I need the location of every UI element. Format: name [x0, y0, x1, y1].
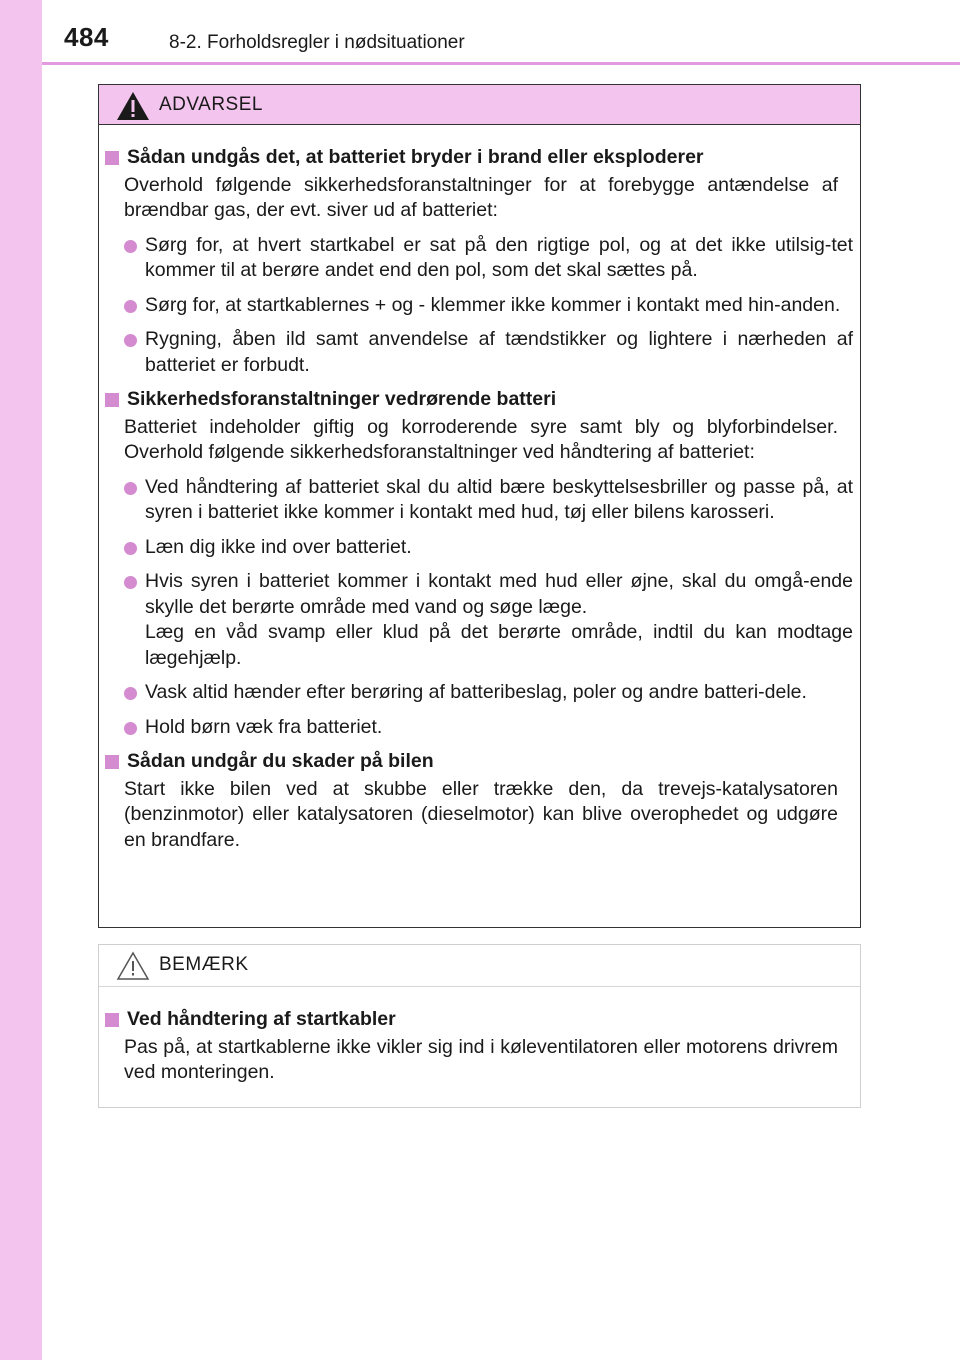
section-intro: Start ikke bilen ved at skubbe eller trække den, da trevejs-katalysatoren (benzinmotor) eller katalysatoren (dieselmotor) kan blive overophedet og udgøre en brandfare.	[124, 777, 838, 851]
warning-box	[98, 84, 861, 928]
list-item	[105, 569, 853, 671]
list-item-text: Rygning, åben ild samt anvendelse af tændstikker og lightere i nærheden af batteriet er forbudt.	[145, 328, 853, 376]
square-bullet-icon	[105, 151, 119, 165]
section-heading	[105, 749, 853, 775]
section-heading-text: Ved håndtering af startkabler	[127, 1008, 396, 1030]
list-item	[105, 327, 853, 378]
list-item-text: Læn dig ikke ind over batteriet.	[145, 535, 412, 558]
list-item	[105, 233, 853, 284]
list-item-text: Hvis syren i batteriet kommer i kontakt med hud eller øjne, skal du omgå-ende skylle det berørte område med vand og søge læge.	[145, 570, 853, 618]
section-heading	[105, 145, 853, 171]
section-heading-text: Sådan undgås det, at batteriet bryder i brand eller eksploderer	[127, 146, 704, 168]
section-heading-text: Sikkerhedsforanstaltninger vedrørende batteri	[127, 388, 557, 410]
header-divider	[42, 62, 960, 65]
section-intro: Batteriet indeholder giftig og korroderende syre samt bly og blyforbindelser. Overhold følgende sikkerhedsforanstaltninger ved håndtering af batteriet:	[124, 415, 838, 463]
warning-triangle-icon	[116, 91, 150, 121]
section-heading-text: Sådan undgår du skader på bilen	[127, 750, 434, 772]
list-item-text: Ved håndtering af batteriet skal du altid bære beskyttelsesbriller og passe på, at syren i batteriet ikke kommer i kontakt med hud, tøj eller bilens karosseri.	[145, 475, 853, 523]
notice-box-body	[99, 987, 860, 1086]
side-color-band	[0, 0, 42, 1360]
list-item-text: Vask altid hænder efter berøring af batteribeslag, poler og andre batteri-dele.	[145, 681, 807, 703]
round-bullet-icon	[124, 300, 137, 313]
square-bullet-icon	[105, 755, 119, 769]
section-title: 8-2. Forholdsregler i nødsituationer	[169, 32, 465, 53]
section-intro: Pas på, at startkablerne ikke vikler sig ind i køleventilatoren eller motorens drivrem ved monteringen.	[124, 1035, 838, 1083]
list-item	[105, 535, 853, 561]
notice-label: BEMÆRK	[159, 954, 249, 975]
list-item-text: Sørg for, at startkablernes + og - klemmer ikke kommer i kontakt med hin-anden.	[145, 293, 841, 316]
notice-box	[98, 944, 861, 1108]
section-intro: Overhold følgende sikkerhedsforanstaltninger for at forebygge antændelse af brændbar gas, der evt. siver ud af batteriet:	[124, 173, 838, 221]
section-heading	[105, 1007, 853, 1033]
caution-triangle-outline-icon	[116, 951, 150, 981]
page-header	[42, 0, 960, 60]
list-item	[105, 293, 853, 319]
list-item-text: Sørg for, at hvert startkabel er sat på den rigtige pol, og at det ikke utilsig-tet kommer til at berøre andet end den pol, som det skal sættes på.	[145, 233, 853, 281]
square-bullet-icon	[105, 393, 119, 407]
page-number: 484	[64, 22, 109, 52]
round-bullet-icon	[124, 482, 137, 495]
round-bullet-icon	[124, 542, 137, 555]
list-item	[105, 475, 853, 526]
warning-box-header	[99, 85, 860, 125]
list-item-extra-text: Læg en våd svamp eller klud på det berørte område, indtil du kan modtage lægehjælp.	[145, 621, 853, 669]
warning-label: ADVARSEL	[159, 94, 263, 115]
list-item	[105, 680, 853, 706]
round-bullet-icon	[124, 722, 137, 735]
notice-box-header	[99, 945, 860, 987]
list-item-text: Hold børn væk fra batteriet.	[145, 715, 383, 738]
list-item	[105, 715, 853, 741]
square-bullet-icon	[105, 1013, 119, 1027]
section-heading	[105, 387, 853, 413]
warning-box-body	[99, 125, 860, 853]
round-bullet-icon	[124, 576, 137, 589]
round-bullet-icon	[124, 687, 137, 700]
round-bullet-icon	[124, 334, 137, 347]
round-bullet-icon	[124, 240, 137, 253]
